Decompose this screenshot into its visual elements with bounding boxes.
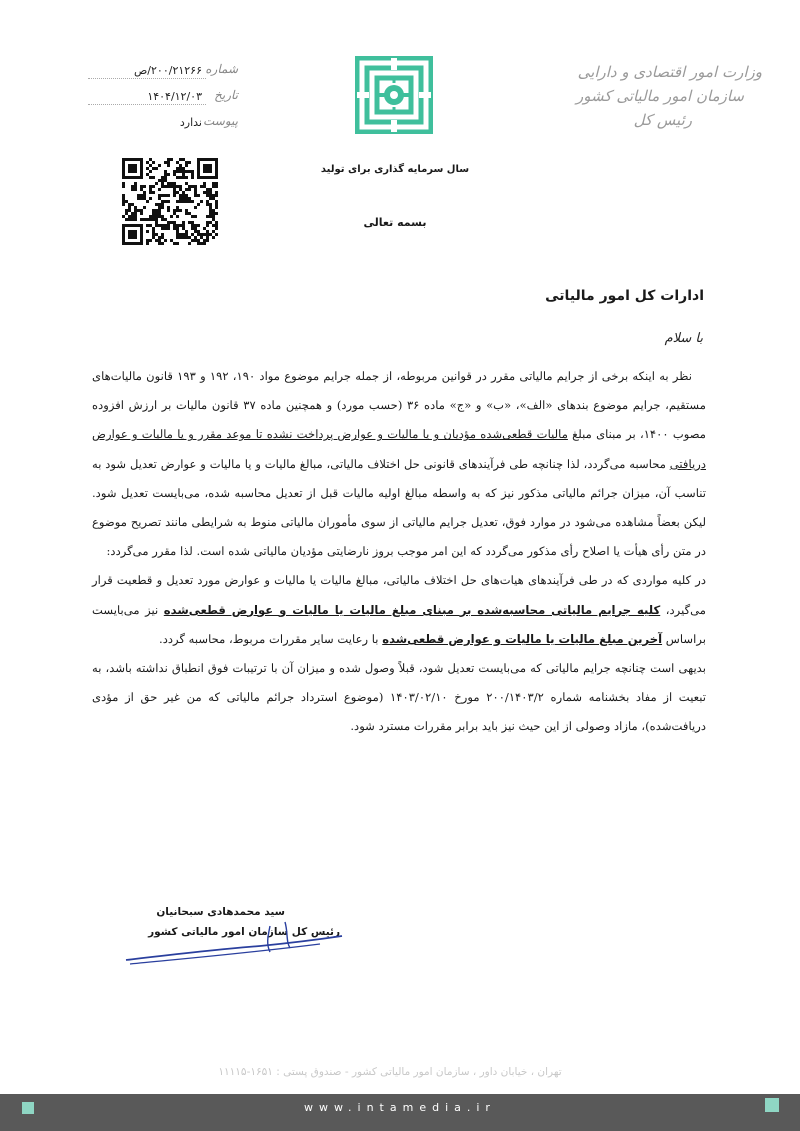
attachment-field <box>88 114 238 140</box>
paragraph-2 <box>92 566 706 654</box>
greeting: با سلام <box>664 331 703 346</box>
p1-text-a: نظر به اینکه برخی از جرایم مالیاتی مقرر در قوانین مربوطه، از جمله جرایم موضوع مواد ۱۹۰، ۱۹۲ و ۱۹۳ قانون مالیات‌های مستقیم، جرایم موضوع بندهای «الف»، «ب» و «ج» ماده ۳۶ (حسب مورد) و همچنین ماده ۳۷ قانون مالیات بر ارزش افزوده مصوب ۱۴۰۰، بر مبنای مبلغ <box>92 369 707 442</box>
letter-metadata <box>88 62 238 140</box>
letter-body <box>92 362 706 742</box>
bismillah: بسمه تعالی <box>363 216 427 229</box>
qr-code-icon <box>122 158 218 246</box>
ministry-line: وزارت امور اقتصادی و دارایی <box>577 63 762 81</box>
paragraph-3: بدیهی است چنانچه جرایم مالیاتی که می‌بایست تعدیل شود، قبلاً وصول شده و میزان آن با ترتیبات فوق انطباق نداشته باشد، به تبعیت از مفاد بخشنامه شماره ۲۰۰/۱۴۰۳/۲ مورخ ۱۴۰۳/۰۲/۱۰ (موضوع استرداد جرائم مالیاتی که من غیر حق از مؤدی دریافت‌شده)، مازاد وصولی از این حیث نیز باید برابر مقررات مسترد شود. <box>92 661 707 734</box>
website-link[interactable]: www.intamedia.ir <box>304 1101 496 1114</box>
date-field <box>88 88 238 114</box>
p1-underlined: مالیات قطعی‌شده مؤدیان و یا مالیات و عوارض پرداخت نشده تا موعد مقرر و یا مالیات و عوارض دریافتی <box>92 427 706 471</box>
number-field <box>88 62 238 88</box>
paragraph-1 <box>92 362 706 566</box>
organization-line: سازمان امور مالیاتی کشور <box>576 87 744 105</box>
signer-name: سید محمدهادی سبحانیان <box>156 906 285 918</box>
p2-text-b: نیز می‌بایست براساس <box>92 602 706 646</box>
attachment-label: پیوست <box>203 114 238 128</box>
footer-square-right <box>765 1098 779 1112</box>
footer-square-left <box>22 1102 34 1114</box>
p2-underlined-1: کلیه جرایم مالیاتی محاسبه‌شده بر مبنای مبلغ مالیات یا مالیات و عوارض قطعی‌شده <box>163 602 661 617</box>
organization-header <box>532 60 762 132</box>
number-label: شماره <box>205 62 238 76</box>
signer-title: رئیس کل سازمان امور مالیاتی کشور <box>148 926 340 938</box>
head-line: رئیس کل <box>633 111 692 129</box>
handwritten-signature <box>120 918 350 968</box>
date-value: ۱۴۰۴/۱۲/۰۳ <box>147 90 202 103</box>
year-slogan: سال سرمایه گذاری برای تولید <box>320 164 470 175</box>
p2-text-c: با رعایت سایر مقررات مربوط، محاسبه گردد. <box>159 631 383 646</box>
organization-emblem-icon <box>355 56 433 134</box>
p2-underlined-2: آخرین مبلغ مالیات یا مالیات و عوارض قطعی‌شده <box>382 631 663 646</box>
recipient: ادارات کل امور مالیاتی <box>545 288 704 304</box>
postal-address: تهران ، خیابان داور ، سازمان امور مالیاتی کشور - صندوق پستی : ۱۶۵۱-۱۱۱۱۵ <box>218 1066 562 1078</box>
date-label: تاریخ <box>214 88 238 102</box>
p2-text-a: در کلیه مواردی که در طی فرآیندهای هیات‌های حل اختلاف مالیاتی، مبالغ مالیات یا مالیات و عوارض مورد تعدیل و قطعیت قرار می‌گیرد، <box>92 573 706 617</box>
attachment-value: ندارد <box>179 116 202 129</box>
number-value: ۲۰۰/۲۱۲۶۶/ص <box>134 64 202 77</box>
p1-text-b: محاسبه می‌گردد، لذا چنانچه طی فرآیندهای قانونی حل اختلاف مالیاتی، مبالغ مالیات و یا مالیات و عوارض تعدیل شود به تناسب آن، میزان جرائم مالیاتی مذکور نیز که به واسطه مبالغ اولیه مالیات قبل از تعدیل محاسبه شده، می‌بایست تعدیل شود. لیکن بعضاً مشاهده می‌شود در موارد فوق، تعدیل جرایم مالیاتی از سوی مأموران مالیاتی منوط به شرایطی مانند تصریح موضوع در متن رأی هیأت یا اصلاح رأی مذکور می‌گردد که این امر موجب بروز نارضایتی مؤدیان مالیاتی شده است. لذا مقرر می‌گردد: <box>92 456 706 559</box>
